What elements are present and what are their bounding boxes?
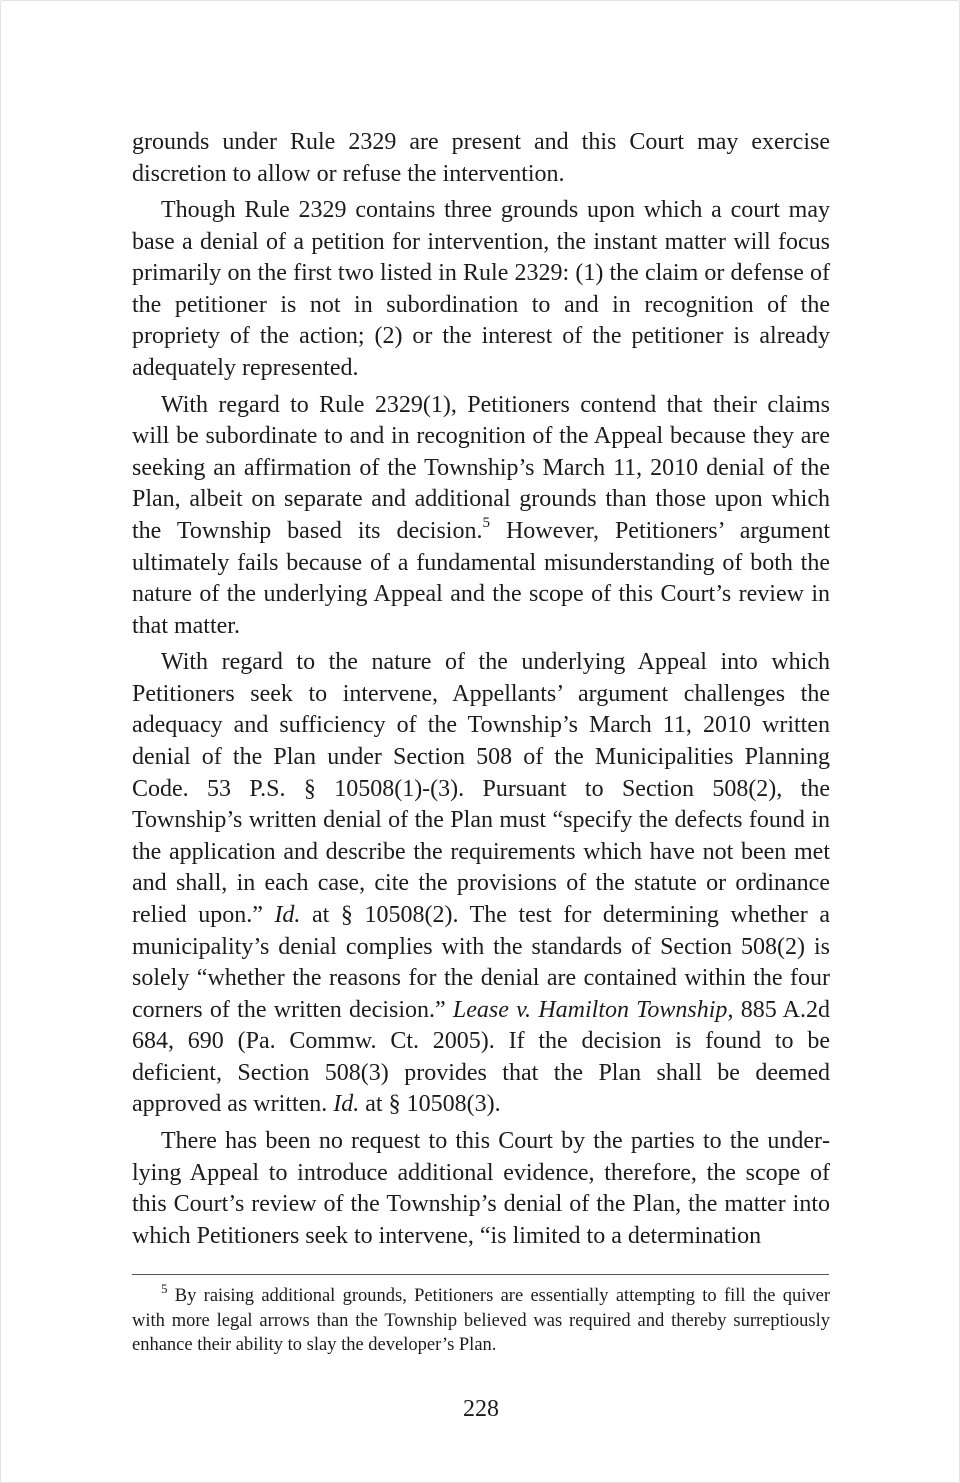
paragraph-4 xyxy=(132,647,830,1121)
footnote-divider xyxy=(132,1274,829,1275)
paragraph-5 xyxy=(132,1126,830,1252)
footnote-text: By raising additional grounds, Petitioners are essentially attempting to fill the quiver with more legal arrows than the Township believed was required and thereby surreptiously enhance their ability to slay the developer’s Plan. xyxy=(132,1286,830,1355)
footnote-5 xyxy=(132,1280,830,1358)
paragraph-2-text: Though Rule 2329 contains three grounds upon which a court may base a denial of a petition for intervention, the instant matter will focus primarily on the first two listed in Rule 2329: (1) the claim or defense of the petitioner is not in subordination to and in recognition of the propriety of the action; (2) or the interest of the petitioner is already adequately represented. xyxy=(132,197,830,382)
paragraph-3 xyxy=(132,390,830,643)
citation-id-2: Id. xyxy=(333,1091,360,1118)
body-text xyxy=(132,127,830,1252)
paragraph-4-text-c: , 885 A.2d 684, 690 (Pa. Commw. Ct. 2005). If the decision is found to be deficient, Section 508(3) provides that the Plan shall be deemed approved as written. xyxy=(132,996,830,1118)
case-name-lease-v-hamilton: Lease v. Hamilton Township xyxy=(452,996,728,1023)
footnote-marker: 5 xyxy=(161,1280,168,1296)
paragraph-3-text-a: With regard to Rule 2329(1), Petitioners contend that their claims will be subordinate to and in recognition of the Appeal because they are seeking an affirmation of the Township’s March 11, 2010 denial of the Plan, albeit on separate and additional grounds than those upon which the Township based its decision. xyxy=(132,391,830,544)
paragraph-4-text-a: With regard to the nature of the underlying Appeal into which Petitioners seek to intervene, Appellants’ argument challenges the adequacy and sufficiency of the Township’s March 11, 2010 written denial of the Plan under Section 508 of the Municipalities Planning Code. 53 P.S. § 10508(1)-(3). Pursuant to Section 508(2), the Township’s written denial of the Plan must “specify the defects found in the application and describe the requirements which have not been met and shall, in each case, cite the provisions of the statute or ordinance relied upon.” xyxy=(132,649,830,928)
paragraph-1 xyxy=(132,127,830,190)
citation-id-1: Id. xyxy=(274,901,301,928)
paragraph-5-text: There has been no request to this Court by the parties to the underlying Appeal to introduce additional evidence, therefore, the scope of this Court’s review of the Township’s denial of the Plan, the matter into which Petitioners seek to intervene, “is limited to a determination xyxy=(132,1127,830,1249)
paragraph-1-text: grounds under Rule 2329 are present and this Court may exercise discretion to allow or refuse the intervention. xyxy=(132,129,830,187)
page-number: 228 xyxy=(463,1396,499,1422)
paragraph-4-text-b: at § 10508(2). The test for determining whether a municipality’s denial complies with the standards of Section 508(2) is solely “whether the reasons for the denial are contained within the four corners of the written decision.” xyxy=(132,901,830,1023)
paragraph-4-text-d: at § 10508(3). xyxy=(359,1091,501,1118)
paragraph-3-text-b: However, Petitioners’ argument ultimately fails because of a fundamental misunderstanding of both the nature of the underlying Appeal and the scope of this Court’s review in that matter. xyxy=(132,517,830,639)
paragraph-2 xyxy=(132,195,830,385)
footnote-reference-5[interactable]: 5 xyxy=(482,514,490,531)
